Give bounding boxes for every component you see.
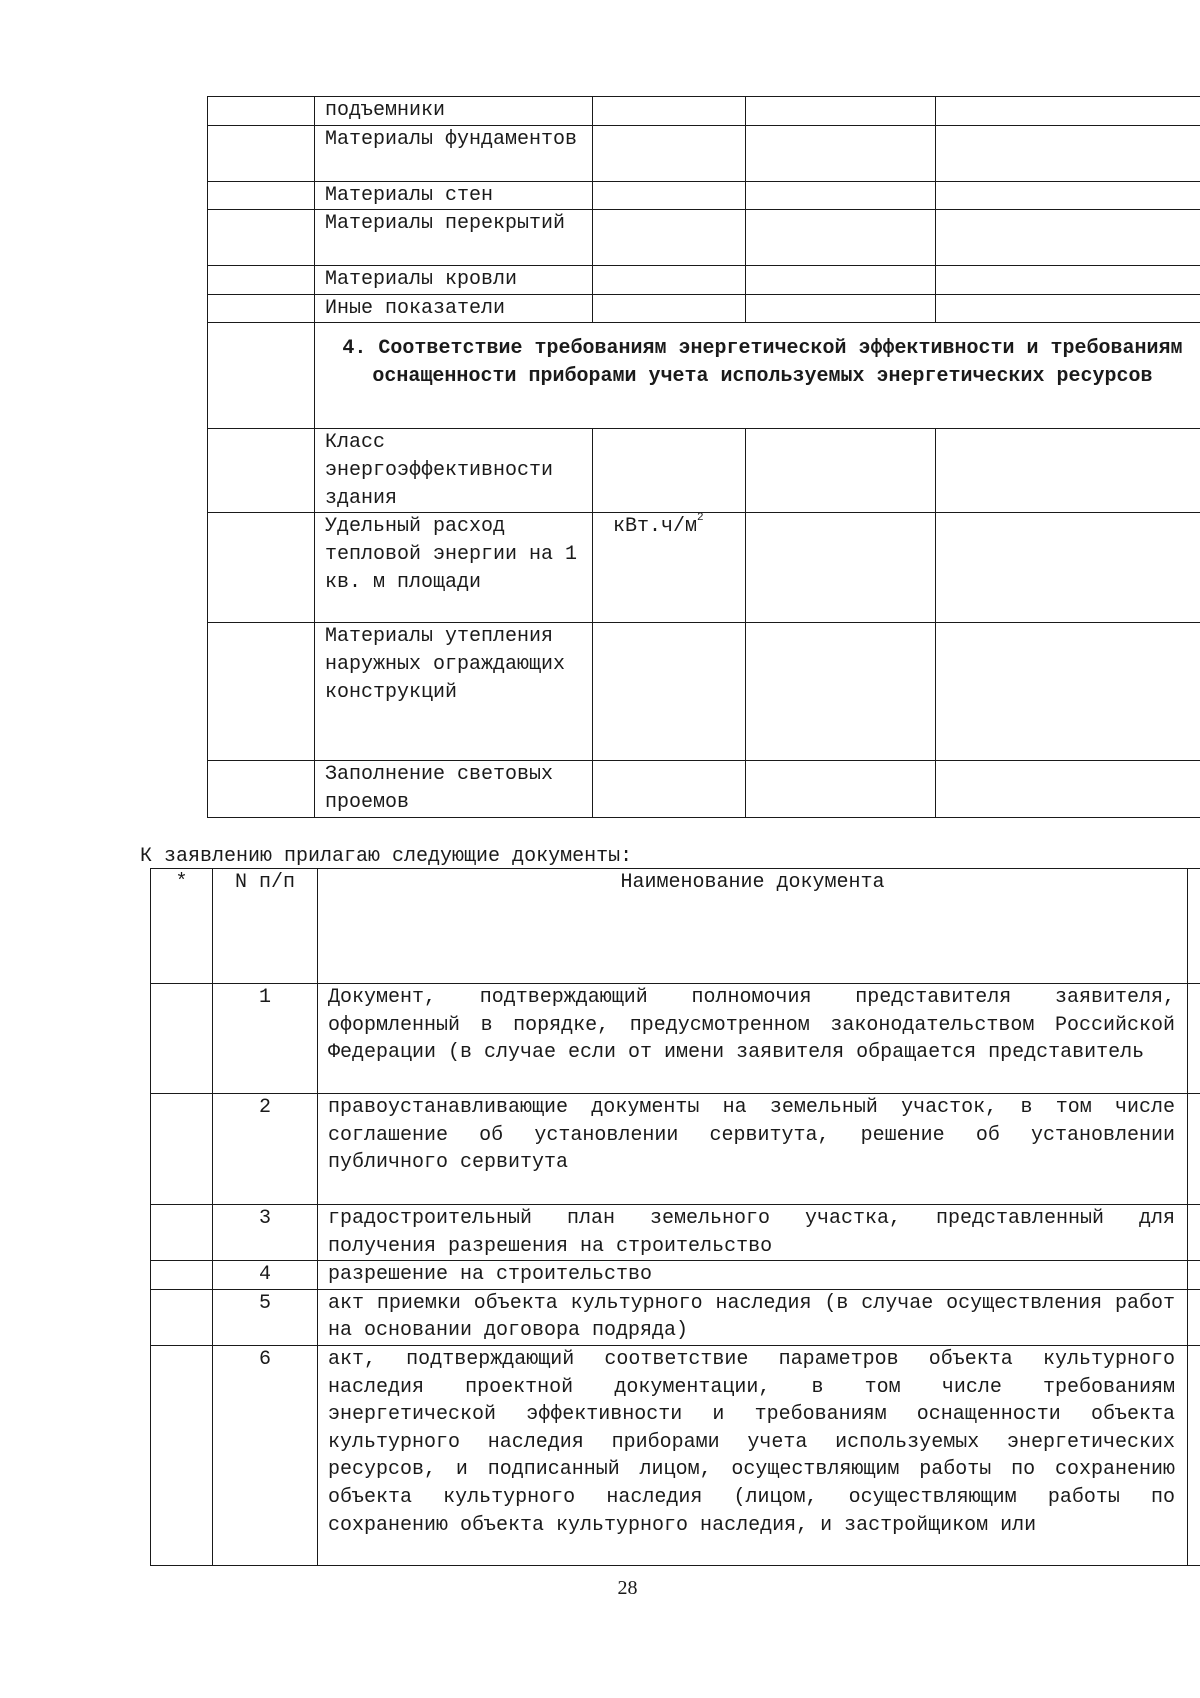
indicator-name: Заполнение световых проемов [315,761,593,817]
indicator-unit [593,294,746,323]
indicator-unit [593,125,746,181]
table-row [208,623,1200,761]
table-row [208,266,1200,295]
table-row [208,513,1200,623]
table-header-row [151,869,1200,984]
document-name: акт приемки объекта культурного наследия (в случае осуществления работ на основании договора подряда) [318,1289,1188,1345]
table-row [151,1094,1200,1205]
table-row [151,1205,1200,1261]
mark-column-header: * [151,869,213,984]
document-name-column-header: Наименование документа [318,869,1188,984]
indicator-name: Материалы утепления наружных ограждающих конструкций [315,623,593,761]
indicator-unit [593,97,746,126]
number-column-header: N п/п [213,869,318,984]
indicator-name: Класс энергоэффективности здания [315,429,593,513]
indicator-unit [593,761,746,817]
indicator-unit [593,266,746,295]
table-row [208,210,1200,266]
table-row [208,761,1200,817]
indicator-unit: $кВт.ч/м^2$ [593,513,746,623]
indicator-unit [593,623,746,761]
page-number: 28 [617,1577,638,1599]
table-row [208,125,1200,181]
indicator-name: Материалы стен [315,181,593,210]
section-header-row [208,323,1200,429]
document-name: разрешение на строительство [318,1261,1188,1290]
document-name: акт, подтверждающий соответствие параметров объекта культурного наследия проектной документации, в том числе требованиям энергетической эффективности и требованиям оснащенности объекта культурного наследия приборами учета используемых энергетических ресурсов, и подписанный лицом, осуществляющим работы по сохранению объекта культурного наследия (лицом, осуществляющим работы по сохранению объекта культурного наследия, и застройщиком или [318,1345,1188,1565]
document-number: 2 [213,1094,318,1205]
document-number: 5 [213,1289,318,1345]
table-row [151,1261,1200,1290]
table-row [208,181,1200,210]
indicator-unit [593,210,746,266]
table-row [151,984,1200,1094]
document-number: 3 [213,1205,318,1261]
document-name: градостроительный план земельного участка, представленный для получения разрешения на строительство [318,1205,1188,1261]
attachments-intro: К заявлению прилагаю следующие документы: [140,845,633,868]
indicator-unit [593,181,746,210]
indicator-name: Материалы перекрытий [315,210,593,266]
document-name: Документ, подтверждающий полномочия представителя заявителя, оформленный в порядке, предусмотренном законодательством Российской Федерации (в случае если от имени заявителя обращается представитель [318,984,1188,1094]
indicators-table [207,96,1200,818]
table-row [151,1289,1200,1345]
section-4-title: 4. Соответствие требованиям энергетической эффективности и требованиям оснащенности приборами учета используемых энергетических ресурсов [315,323,1200,429]
table-row [208,429,1200,513]
unit-superscript: 2 [697,512,704,525]
indicator-name: Материалы фундаментов [315,125,593,181]
table-row [151,1345,1200,1565]
document-number: 6 [213,1345,318,1565]
document-name: правоустанавливающие документы на земельный участок, в том числе соглашение об установлении сервитута, решение об установлении публичного сервитута [318,1094,1188,1205]
documents-table [150,868,1200,1566]
document-number: 1 [213,984,318,1094]
indicator-name: Иные показатели [315,294,593,323]
indicator-name: Материалы кровли [315,266,593,295]
document-number: 4 [213,1261,318,1290]
indicator-unit [593,429,746,513]
indicator-name: Удельный расход тепловой энергии на 1 кв. м площади [315,513,593,623]
indicator-name: подъемники [315,97,593,126]
table-row [208,294,1200,323]
table-row [208,97,1200,126]
